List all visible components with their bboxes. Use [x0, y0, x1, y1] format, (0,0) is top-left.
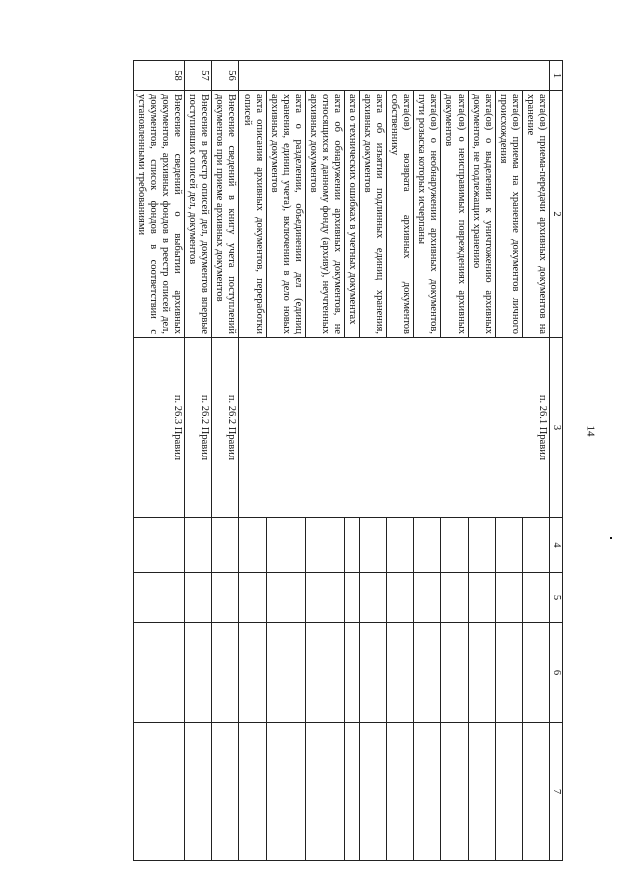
empty-cell	[239, 723, 266, 861]
empty-cell	[495, 573, 522, 623]
table-header-row	[549, 61, 562, 861]
row-reference-cell: п. 26.3 Правил	[134, 338, 185, 518]
header-cell: 7	[549, 723, 562, 861]
empty-cell	[468, 723, 495, 861]
row-description-cell: Внесение в реестр описей дел, документов впервые поступивших описей дел, документов	[185, 91, 212, 338]
empty-cell	[414, 623, 441, 723]
empty-cell	[345, 573, 360, 623]
header-cell: 5	[549, 573, 562, 623]
row-reference-cell: п. 26.1 Правил	[239, 338, 549, 518]
empty-cell	[134, 623, 185, 723]
empty-cell	[212, 518, 239, 573]
empty-cell	[387, 573, 414, 623]
row-description-cell: акта(ов) о неисправимых повреждениях архивных документов	[441, 91, 468, 338]
row-description-cell: акта о разделении, объединении дел (единиц хранения, единиц учета), включении в дело новых архивных документов	[266, 91, 305, 338]
empty-cell	[305, 623, 344, 723]
row-description-cell: акта описания архивных документов, переработки описей	[239, 91, 266, 338]
empty-cell	[266, 623, 305, 723]
empty-cell	[522, 723, 549, 861]
empty-cell	[345, 623, 360, 723]
empty-cell	[239, 518, 266, 573]
header-cell: 4	[549, 518, 562, 573]
rotated-sheet	[68, 60, 563, 860]
empty-cell	[387, 518, 414, 573]
empty-cell	[305, 723, 344, 861]
empty-cell	[345, 518, 360, 573]
empty-cell	[305, 573, 344, 623]
empty-cell	[414, 573, 441, 623]
empty-cell	[360, 518, 387, 573]
row-description-cell: акта(ов) приема-передачи архивных документов на хранение	[522, 91, 549, 338]
empty-cell	[185, 573, 212, 623]
empty-cell	[134, 723, 185, 861]
empty-cell	[387, 723, 414, 861]
empty-cell	[360, 573, 387, 623]
header-cell: 2	[549, 91, 562, 338]
empty-cell	[212, 723, 239, 861]
empty-cell	[522, 518, 549, 573]
empty-cell	[441, 573, 468, 623]
row-description-cell: Внесение сведений о выбытии архивных документов, архивных фондов в реестр описей дел, документов, список фондов в соответствии с установленными требованиями	[134, 91, 185, 338]
row-number-cell	[239, 61, 549, 91]
empty-cell	[414, 723, 441, 861]
page-number: 14	[584, 425, 597, 437]
empty-cell	[185, 518, 212, 573]
empty-cell	[495, 623, 522, 723]
empty-cell	[266, 723, 305, 861]
empty-cell	[305, 518, 344, 573]
empty-cell	[266, 573, 305, 623]
row-reference-cell: п. 26.2 Правил	[185, 338, 212, 518]
empty-cell	[239, 623, 266, 723]
row-description-cell: акта об обнаружении архивных документов, не относящихся к данному фонду (архиву), неучтенных архивных документов	[305, 91, 344, 338]
row-description-cell: акта(ов) приема на хранение документов личного происхождения	[495, 91, 522, 338]
empty-cell	[345, 723, 360, 861]
table-row	[212, 61, 239, 861]
empty-cell	[441, 518, 468, 573]
row-number-cell: 56	[212, 61, 239, 91]
empty-cell	[495, 723, 522, 861]
empty-cell	[468, 518, 495, 573]
requirements-table	[133, 60, 563, 861]
empty-cell	[468, 623, 495, 723]
empty-cell	[134, 573, 185, 623]
empty-cell	[441, 723, 468, 861]
empty-cell	[134, 518, 185, 573]
table-row	[185, 61, 212, 861]
table-row	[522, 61, 549, 861]
empty-cell	[522, 623, 549, 723]
row-reference-cell: п. 26.2 Правил	[212, 338, 239, 518]
empty-cell	[212, 573, 239, 623]
empty-cell	[495, 518, 522, 573]
table-row	[134, 61, 185, 861]
empty-cell	[360, 723, 387, 861]
row-description-cell: Внесение сведений в книгу учета поступлений документов при приеме архивных документов	[212, 91, 239, 338]
empty-cell	[266, 518, 305, 573]
empty-cell	[441, 623, 468, 723]
empty-cell	[239, 573, 266, 623]
row-number-cell: 57	[185, 61, 212, 91]
header-cell: 6	[549, 623, 562, 723]
empty-cell	[468, 573, 495, 623]
empty-cell	[387, 623, 414, 723]
empty-cell	[360, 623, 387, 723]
empty-cell	[185, 623, 212, 723]
header-cell: 3	[549, 338, 562, 518]
empty-cell	[212, 623, 239, 723]
empty-cell	[522, 573, 549, 623]
row-description-cell: акта(ов) о выделении к уничтожению архивных документов, не подлежащих хранению	[468, 91, 495, 338]
empty-cell	[414, 518, 441, 573]
row-description-cell: акта о технических ошибках в учетных документах	[345, 91, 360, 338]
header-cell: 1	[549, 61, 562, 91]
row-description-cell: акта об изъятии подлинных единиц хранения, архивных документов	[360, 91, 387, 338]
row-description-cell: акта(ов) о необнаружении архивных документов, пути розыска которых исчерпаны	[414, 91, 441, 338]
row-number-cell: 58	[134, 61, 185, 91]
row-description-cell: акта(ов) возврата архивных документов собственнику	[387, 91, 414, 338]
dot-mark	[610, 537, 612, 539]
empty-cell	[185, 723, 212, 861]
